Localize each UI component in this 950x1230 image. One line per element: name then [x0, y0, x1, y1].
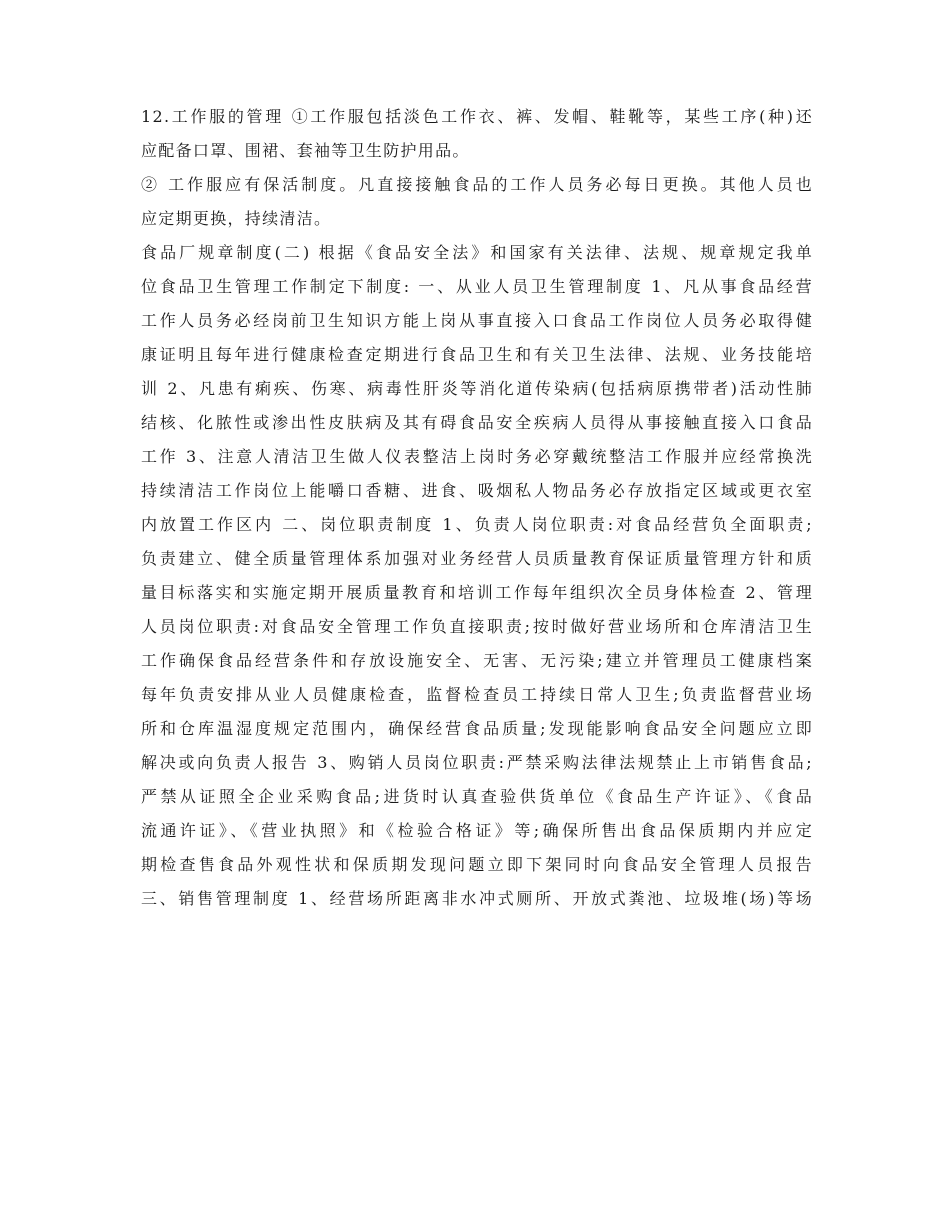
- text-line: 流通许证》、《营业执照》和《检验合格证》等;确保所售出食品保质期内并应定: [141, 821, 813, 840]
- text-line: 所和仓库温湿度规定范围内，确保经营食品质量;发现能影响食品安全问题应立即: [141, 719, 813, 738]
- text-line: ② 工作服应有保活制度。凡直接接触食品的工作人员务必每日更换。其他人员也: [141, 175, 813, 194]
- text-line: 负责建立、健全质量管理体系加强对业务经营人员质量教育保证质量管理方针和质: [141, 549, 813, 568]
- text-line: 持续清洁工作岗位上能嚼口香糖、进食、吸烟私人物品务必存放指定区域或更衣室: [141, 481, 813, 500]
- text-line: 三、销售管理制度 1、经营场所距离非水冲式厕所、开放式粪池、垃圾堆(场)等场: [141, 889, 813, 908]
- text-line: 量目标落实和实施定期开展质量教育和培训工作每年组织次全员身体检查 2、管理: [141, 583, 813, 602]
- text-line: 训 2、凡患有痢疾、伤寒、病毒性肝炎等消化道传染病(包括病原携带者)活动性肺: [141, 379, 813, 398]
- text-line: 位食品卫生管理工作制定下制度: 一、从业人员卫生管理制度 1、凡从事食品经营: [141, 277, 813, 296]
- text-line: 期检查售食品外观性状和保质期发现问题立即下架同时向食品安全管理人员报告: [141, 855, 813, 874]
- text-line: 康证明且每年进行健康检查定期进行食品卫生和有关卫生法律、法规、业务技能培: [141, 345, 813, 364]
- text-line: 人员岗位职责:对食品安全管理工作负直接职责;按时做好营业场所和仓库清洁卫生: [141, 617, 813, 636]
- text-line: 严禁从证照全企业采购食品;进货时认真查验供货单位《食品生产许证》、《食品: [141, 787, 813, 806]
- text-line: 应配备口罩、围裙、套袖等卫生防护用品。: [141, 141, 470, 160]
- text-line: 工作确保食品经营条件和存放设施安全、无害、无污染;建立并管理员工健康档案: [141, 651, 813, 670]
- text-line: 12.工作服的管理 ①工作服包括淡色工作衣、裤、发帽、鞋靴等，某些工序(种)还: [141, 107, 813, 126]
- text-line: 应定期更换，持续清洁。: [141, 209, 332, 228]
- text-line: 工作 3、注意人清洁卫生做人仪表整洁上岗时务必穿戴统整洁工作服并应经常换洗: [141, 447, 813, 466]
- text-line: 内放置工作区内 二、岗位职责制度 1、负责人岗位职责:对食品经营负全面职责;: [141, 515, 813, 534]
- text-line: 结核、化脓性或渗出性皮肤病及其有碍食品安全疾病人员得从事接触直接入口食品: [141, 413, 813, 432]
- document-page: [141, 100, 813, 916]
- text-line: 工作人员务必经岗前卫生知识方能上岗从事直接入口食品工作岗位人员务必取得健: [141, 311, 813, 330]
- text-line: 食品厂规章制度(二) 根据《食品安全法》和国家有关法律、法规、规章规定我单: [141, 243, 813, 262]
- text-line: 每年负责安排从业人员健康检查，监督检查员工持续日常人卫生;负责监督营业场: [141, 685, 813, 704]
- text-line: 解决或向负责人报告 3、购销人员岗位职责:严禁采购法律法规禁止上市销售食品;: [141, 753, 813, 772]
